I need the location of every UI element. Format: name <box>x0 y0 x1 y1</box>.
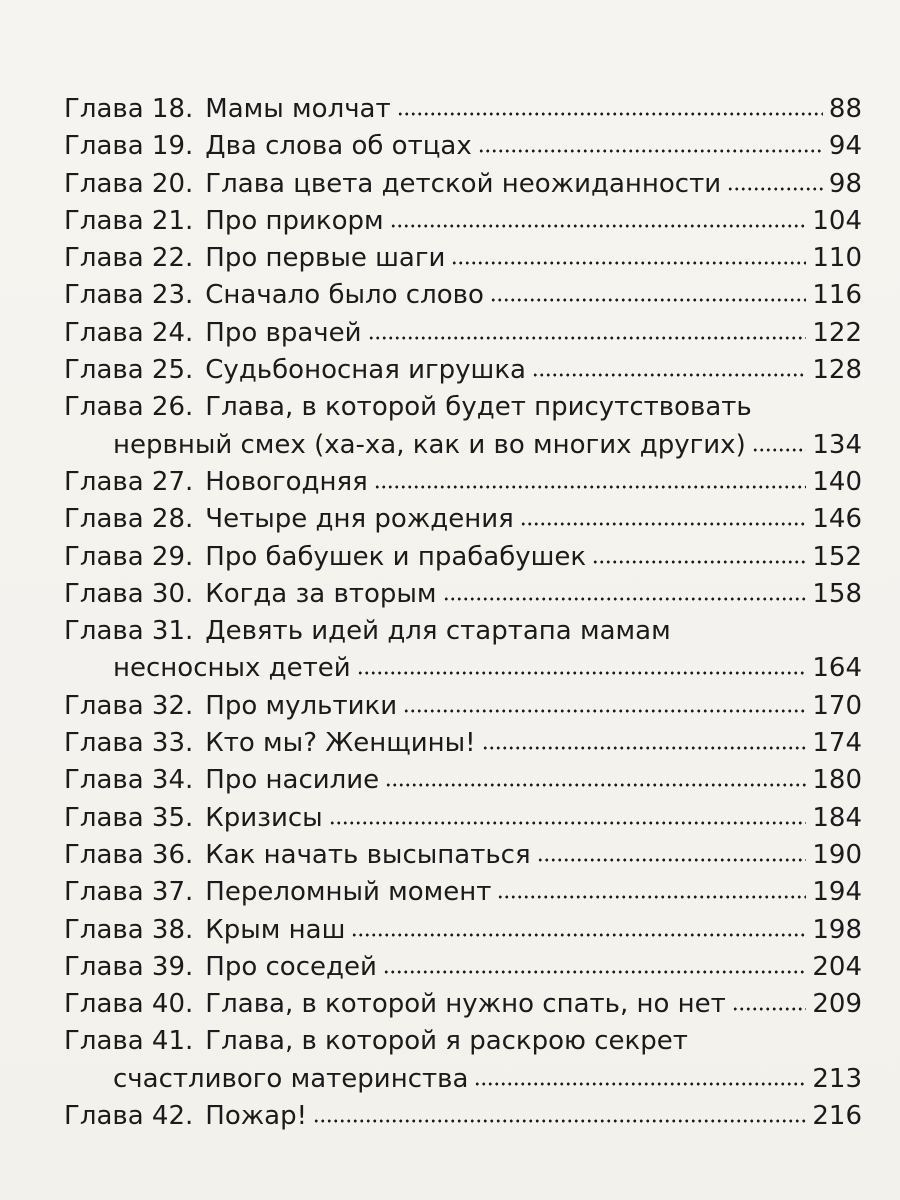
chapter-number: Глава 34. <box>64 765 194 796</box>
dot-leader <box>374 484 807 490</box>
page-number: 140 <box>812 466 862 497</box>
chapter-title: Пожар! <box>205 1101 308 1132</box>
toc-entry <box>64 501 862 538</box>
page-number: 190 <box>812 839 862 870</box>
page-number: 180 <box>812 765 862 796</box>
toc-entry <box>64 800 862 837</box>
toc-entry <box>64 1098 862 1135</box>
dot-leader <box>329 820 807 826</box>
page-number: 134 <box>812 429 862 460</box>
chapter-number: Глава 30. <box>64 578 194 609</box>
dot-leader <box>592 559 806 565</box>
toc-entry-continuation <box>64 1061 862 1098</box>
chapter-title: Кризисы <box>205 802 323 833</box>
chapter-number: Глава 25. <box>64 355 194 386</box>
dot-leader <box>351 932 806 938</box>
chapter-title: Про насилие <box>205 765 380 796</box>
chapter-title: Про врачей <box>205 317 362 348</box>
toc-entry <box>64 1023 862 1060</box>
chapter-number: Глава 29. <box>64 541 194 572</box>
chapter-number: Глава 35. <box>64 802 194 833</box>
toc-entry <box>64 576 862 613</box>
chapter-title: Глава цвета детской неожиданности <box>205 168 722 199</box>
chapter-number: Глава 27. <box>64 466 194 497</box>
dot-leader <box>397 111 823 117</box>
chapter-title-continuation: нервный смех (ха-ха, как и во многих других) <box>113 429 746 460</box>
dot-leader <box>443 596 807 602</box>
chapter-title-continuation: счастливого материнства <box>113 1063 469 1094</box>
toc-entry <box>64 91 862 128</box>
chapter-number: Глава 19. <box>64 131 194 162</box>
toc-entry <box>64 166 862 203</box>
dot-leader <box>732 1006 807 1012</box>
toc-entry <box>64 874 862 911</box>
page-number: 158 <box>812 578 862 609</box>
dot-leader <box>313 1118 806 1124</box>
chapter-title: Про бабушек и прабабушек <box>205 541 587 572</box>
chapter-number: Глава 31. <box>64 616 194 647</box>
dot-leader <box>752 447 807 453</box>
chapter-number: Глава 28. <box>64 504 194 535</box>
page-number: 198 <box>812 914 862 945</box>
toc-entry <box>64 128 862 165</box>
chapter-number: Глава 33. <box>64 728 194 759</box>
toc-entry-continuation <box>64 427 862 464</box>
chapter-number: Глава 20. <box>64 168 194 199</box>
chapter-number: Глава 23. <box>64 280 194 311</box>
chapter-title: Как начать высыпаться <box>205 839 531 870</box>
chapter-number: Глава 22. <box>64 243 194 274</box>
chapter-title: Девять идей для стартапа мамам <box>205 616 671 647</box>
toc-entry <box>64 464 862 501</box>
page-number: 194 <box>812 877 862 908</box>
chapter-title: Сначало было слово <box>205 280 484 311</box>
chapter-number: Глава 24. <box>64 317 194 348</box>
page-number: 209 <box>812 989 862 1020</box>
dot-leader <box>383 969 806 975</box>
dot-leader <box>727 186 823 192</box>
page-number: 164 <box>812 653 862 684</box>
chapter-title: Про соседей <box>205 951 377 982</box>
page-number: 152 <box>812 541 862 572</box>
dot-leader <box>497 894 806 900</box>
table-of-contents <box>64 91 862 1135</box>
page-number: 88 <box>828 94 862 124</box>
page-number: 170 <box>812 690 862 721</box>
toc-entry <box>64 240 862 277</box>
chapter-number: Глава 36. <box>64 839 194 870</box>
toc-entry <box>64 539 862 576</box>
page-number: 122 <box>812 317 862 348</box>
toc-entry <box>64 613 862 650</box>
chapter-number: Глава 40. <box>64 989 194 1020</box>
toc-entry <box>64 688 862 725</box>
chapter-title: Глава, в которой будет присутствовать <box>205 392 752 423</box>
chapter-title: Кто мы? Женщины! <box>205 728 476 759</box>
dot-leader <box>482 745 807 751</box>
toc-entry <box>64 949 862 986</box>
chapter-number: Глава 38. <box>64 914 194 945</box>
dot-leader <box>390 223 807 229</box>
chapter-title: Четыре дня рождения <box>205 504 514 535</box>
dot-leader <box>357 670 807 676</box>
chapter-title: Мамы молчат <box>205 94 391 124</box>
chapter-number: Глава 39. <box>64 951 194 982</box>
chapter-title: Новогодняя <box>205 466 368 497</box>
dot-leader <box>532 372 806 378</box>
chapter-number: Глава 21. <box>64 205 194 236</box>
dot-leader <box>403 708 806 714</box>
page-number: 110 <box>812 243 862 274</box>
toc-entry-continuation <box>64 650 862 687</box>
chapter-title: Крым наш <box>205 914 346 945</box>
chapter-number: Глава 37. <box>64 877 194 908</box>
dot-leader <box>368 335 807 341</box>
dot-leader <box>537 857 807 863</box>
dot-leader <box>474 1081 806 1087</box>
toc-entry <box>64 277 862 314</box>
toc-entry <box>64 986 862 1023</box>
page-number: 213 <box>812 1063 862 1094</box>
chapter-title: Судьбоносная игрушка <box>205 355 526 386</box>
dot-leader <box>451 260 806 266</box>
toc-entry <box>64 762 862 799</box>
toc-entry <box>64 352 862 389</box>
page-number: 128 <box>812 355 862 386</box>
toc-entry <box>64 837 862 874</box>
chapter-title: Глава, в которой нужно спать, но нет <box>205 989 726 1020</box>
page-number: 204 <box>812 951 862 982</box>
chapter-title: Когда за вторым <box>205 578 437 609</box>
page-number: 174 <box>812 728 862 759</box>
chapter-number: Глава 32. <box>64 690 194 721</box>
page-number: 216 <box>812 1101 862 1132</box>
chapter-number: Глава 42. <box>64 1101 194 1132</box>
page-number: 116 <box>812 280 862 311</box>
toc-entry <box>64 389 862 426</box>
page-number: 94 <box>828 131 862 162</box>
toc-entry <box>64 203 862 240</box>
toc-entry <box>64 725 862 762</box>
dot-leader <box>490 297 807 303</box>
toc-entry <box>64 315 862 352</box>
dot-leader <box>520 521 807 527</box>
page-number: 104 <box>812 205 862 236</box>
dot-leader <box>385 782 806 788</box>
toc-entry <box>64 912 862 949</box>
chapter-number: Глава 41. <box>64 1026 194 1057</box>
chapter-number: Глава 18. <box>64 94 194 124</box>
chapter-title: Переломный момент <box>205 877 492 908</box>
page-number: 146 <box>812 504 862 535</box>
dot-leader <box>478 148 823 154</box>
chapter-title: Про мультики <box>205 690 398 721</box>
page-number: 98 <box>828 168 862 199</box>
chapter-title: Глава, в которой я раскрою секрет <box>205 1026 688 1057</box>
chapter-title: Про первые шаги <box>205 243 446 274</box>
chapter-title-continuation: несносных детей <box>113 653 351 684</box>
chapter-number: Глава 26. <box>64 392 194 423</box>
chapter-title: Про прикорм <box>205 205 384 236</box>
chapter-title: Два слова об отцах <box>205 131 472 162</box>
page-number: 184 <box>812 802 862 833</box>
